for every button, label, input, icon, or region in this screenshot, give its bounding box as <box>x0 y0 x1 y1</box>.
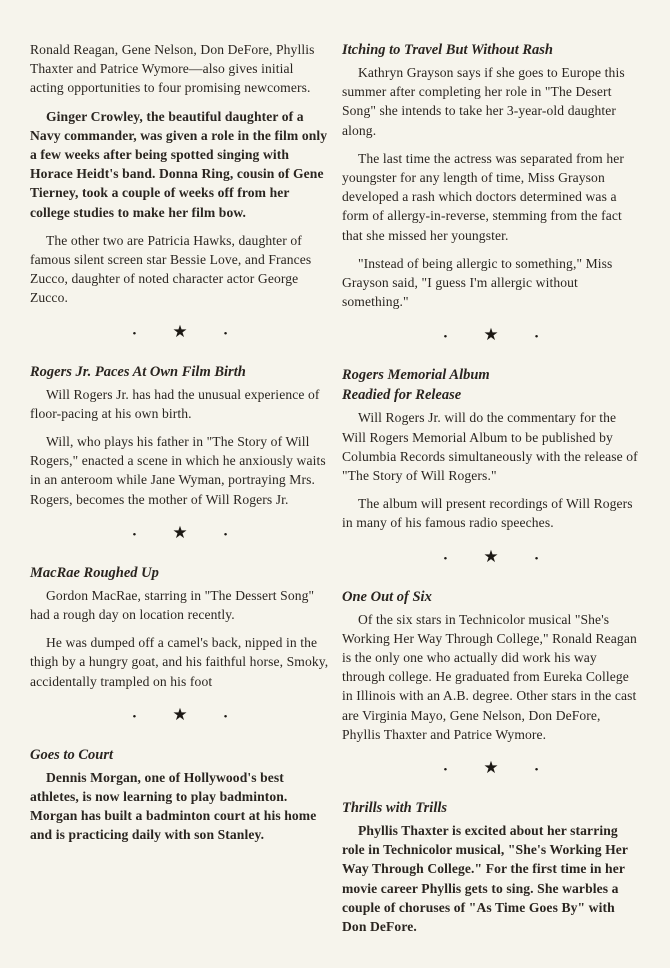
court-article <box>30 745 330 845</box>
article-paragraph: The last time the actress was separated from her youngster for any length of time, Miss Grayson developed a rash which doctors determined was a form of allergy-in-reverse, stemming from the fact that she missed her youngster. <box>342 150 624 243</box>
star-divider <box>30 705 330 725</box>
article-heading: Rogers Jr. Paces At Own Film Birth <box>30 363 246 380</box>
dot-icon: • <box>132 327 173 340</box>
dot-icon: • <box>223 327 264 340</box>
itching-article <box>342 40 640 311</box>
article-paragraph: Will Rogers Jr. will do the commentary for the Will Rogers Memorial Album to be published by Columbia Records simultaneously with the release of "The Story of Will Rogers." <box>342 410 638 484</box>
article-paragraph: Gordon MacRae, starring in "The Dessert Song" had a rough day on location recently. <box>30 587 315 623</box>
dot-icon: • <box>534 552 575 565</box>
article-paragraph: "Instead of being allergic to something," Miss Grayson said, "I guess I'm allergic without something." <box>342 255 613 310</box>
article-heading: Itching to Travel But Without Rash <box>342 42 553 58</box>
dot-icon: • <box>534 764 575 777</box>
memorial-album-article <box>342 365 640 532</box>
star-divider <box>30 322 330 342</box>
article-paragraph: He was dumped off a camel's back, nipped in the thigh by a hungry goat, and his faithful horse, Smoky, accidentally trampled on his foot <box>30 635 329 689</box>
article-heading: MacRae Roughed Up <box>30 564 159 581</box>
star-icon: ★ <box>483 758 535 778</box>
newcomers-article <box>30 40 330 308</box>
star-icon: ★ <box>483 546 535 566</box>
rogers-jr-article <box>30 362 330 509</box>
article-paragraph: Dennis Morgan, one of Hollywood's best athletes, is now learning to play badminton. Morgan has built a badminton court at his home and is practicing daily with son Stanley. <box>30 769 317 843</box>
dot-icon: • <box>534 331 575 344</box>
star-icon: ★ <box>172 522 224 542</box>
article-heading: Thrills with Trills <box>342 800 448 817</box>
dot-icon: • <box>443 552 484 565</box>
star-divider <box>342 547 640 567</box>
dot-icon: • <box>223 528 264 541</box>
article-heading <box>342 365 640 405</box>
article-paragraph: Ginger Crowley, the beautiful daughter of a Navy commander, was given a role in the film only a few weeks after being spotted singing with Horace Heidt's band. Donna Ring, cousin of Gene Tierney, took a couple of weeks off from her college studies to make her film bow. <box>30 108 328 220</box>
article-paragraph: The album will present recordings of Will Rogers in many of his famous radio speeches. <box>342 496 633 531</box>
dot-icon: • <box>132 528 173 541</box>
article-paragraph: Of the six stars in Technicolor musical "She's Working Her Way Through College," Ronald Reagan is the only one who actually did work his way through college. He graduated from Eureka College in Illinois with an A.B. degree. Other stars in the cast are Virginia Mayo, Gene Nelson, Don DeFore, Phyllis Thaxter and Patrice Wymore. <box>342 611 637 742</box>
star-divider <box>342 325 640 345</box>
dot-icon: • <box>443 331 484 344</box>
dot-icon: • <box>443 764 484 777</box>
star-icon: ★ <box>172 321 224 341</box>
star-icon: ★ <box>483 325 535 345</box>
star-divider <box>342 758 640 778</box>
one-out-of-six-article <box>342 587 640 744</box>
dot-icon: • <box>223 710 264 723</box>
dot-icon: • <box>132 710 173 723</box>
article-paragraph: Kathryn Grayson says if she goes to Europe this summer after completing her role in "The Desert Song" she intends to take her 3-year-old daughter along. <box>342 65 625 138</box>
article-paragraph: Will, who plays his father in "The Story of Will Rogers," enacted a scene in which he anxiously waits in an anteroom while Jane Wyman, portraying Mrs. Rogers, becomes the mother of Will Rogers Jr. <box>30 434 326 507</box>
article-paragraph: Phyllis Thaxter is excited about her starring role in Technicolor musical, "She's Working Her Way Through College." For the first time in her movie career Phyllis gets to sing. She warbles a couple of choruses of "As Time Goes By" with Don DeFore. <box>342 823 628 935</box>
article-paragraph: The other two are Patricia Hawks, daughter of famous silent screen star Bessie Love, and Frances Zucco, daughter of noted character actor George Zucco. <box>30 232 312 306</box>
article-paragraph: Will Rogers Jr. has had the unusual experience of floor-pacing at his own birth. <box>30 386 320 421</box>
article-heading: Goes to Court <box>30 746 113 763</box>
heading-line: Readied for Release <box>342 387 462 404</box>
macrae-article <box>30 563 330 691</box>
thrills-article <box>342 798 640 936</box>
star-divider <box>30 523 330 543</box>
article-heading: One Out of Six <box>342 588 432 605</box>
heading-line: Rogers Memorial Album <box>342 367 490 384</box>
left-column <box>30 40 330 859</box>
article-paragraph: Ronald Reagan, Gene Nelson, Don DeFore, Phyllis Thaxter and Patrice Wymore—also gives initial acting opportunities to four promising newcomers. <box>30 42 315 96</box>
right-column <box>342 40 640 950</box>
star-icon: ★ <box>172 704 224 724</box>
